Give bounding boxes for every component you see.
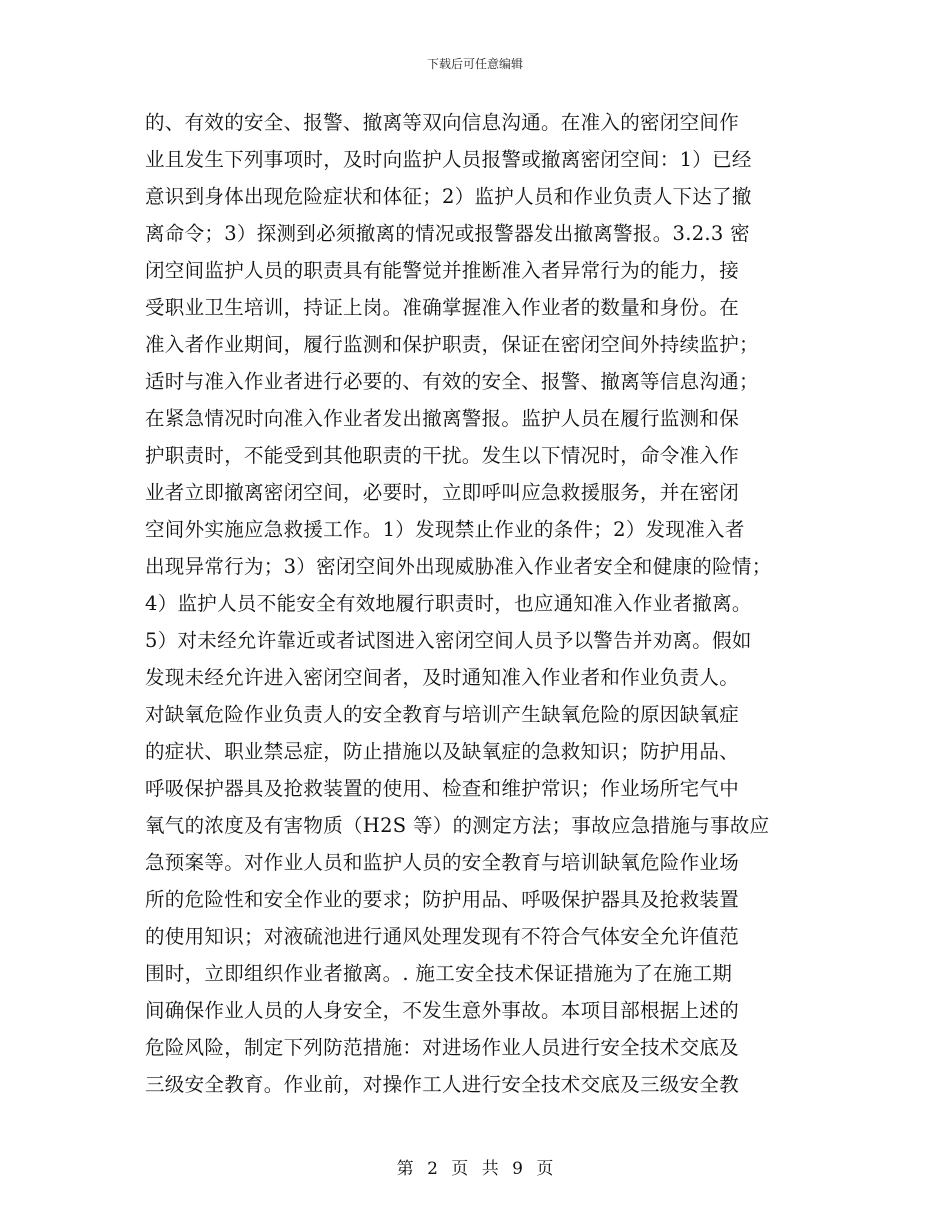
text-line: 氧气的浓度及有害物质（H2S 等）的测定方法；事故应急措施与事故应 bbox=[145, 814, 770, 837]
text-line: 危险风险，制定下列防范措施：对进场作业人员进行安全技术交底及 bbox=[145, 1036, 740, 1059]
text-line: 的症状、职业禁忌症，防止措施以及缺氧症的急救知识；防护用品、 bbox=[145, 740, 740, 763]
text-line: 三级安全教育。作业前，对操作工人进行安全技术交底及三级安全教 bbox=[145, 1073, 740, 1096]
text-line: 对缺氧危险作业负责人的安全教育与培训产生缺氧危险的原因缺氧症 bbox=[145, 703, 740, 726]
text-line: 所的危险性和安全作业的要求；防护用品、呼吸保护器具及抢救装置 bbox=[145, 888, 740, 911]
text-line: 出现异常行为；3）密闭空间外出现威胁准入作业者安全和健康的险情； bbox=[145, 555, 772, 578]
text-line: 在紧急情况时向准入作业者发出撤离警报。监护人员在履行监测和保 bbox=[145, 407, 740, 430]
text-line: 闭空间监护人员的职责具有能警觉并推断准入者异常行为的能力，接 bbox=[145, 259, 740, 282]
text-line: 意识到身体出现危险症状和体征；2）监护人员和作业负责人下达了撤 bbox=[145, 185, 752, 208]
text-line: 业且发生下列事项时，及时向监护人员报警或撤离密闭空间：1）已经 bbox=[145, 148, 752, 171]
text-line: 业者立即撤离密闭空间，必要时，立即呼叫应急救援服务，并在密闭 bbox=[145, 481, 740, 504]
text-line: 间确保作业人员的人身安全，不发生意外事故。本项目部根据上述的 bbox=[145, 999, 740, 1022]
text-line: 的使用知识；对液硫池进行通风处理发现有不符合气体安全允许值范 bbox=[145, 925, 740, 948]
body-text bbox=[145, 104, 815, 1103]
total-page-count: 9 bbox=[512, 1159, 523, 1179]
text-line: 5）对未经允许靠近或者试图进入密闭空间人员予以警告并劝离。假如 bbox=[145, 629, 752, 652]
page-footer bbox=[0, 1154, 950, 1179]
text-line: 护职责时，不能受到其他职责的干扰。发生以下情况时，命令准入作 bbox=[145, 444, 740, 467]
text-line: 空间外实施应急救援工作。1）发现禁止作业的条件；2）发现准入者 bbox=[145, 518, 745, 541]
text-line: 适时与准入作业者进行必要的、有效的安全、报警、撤离等信息沟通； bbox=[145, 370, 759, 393]
footer-suffix: 页 bbox=[536, 1159, 554, 1179]
text-line: 准入者作业期间，履行监测和保护职责，保证在密闭空间外持续监护； bbox=[145, 333, 759, 356]
text-line: 急预案等。对作业人员和监护人员的安全教育与培训缺氧危险作业场 bbox=[145, 851, 740, 874]
footer-page-word: 页 bbox=[451, 1159, 469, 1179]
text-line: 的、有效的安全、报警、撤离等双向信息沟通。在准入的密闭空间作 bbox=[145, 111, 740, 134]
text-line: 离命令；3）探测到必须撤离的情况或报警器发出撤离警报。3.2.3 密 bbox=[145, 222, 750, 245]
text-line: 受职业卫生培训，持证上岗。准确掌握准入作业者的数量和身份。在 bbox=[145, 296, 740, 319]
page-header bbox=[0, 55, 950, 72]
footer-prefix: 第 bbox=[396, 1159, 414, 1179]
header-text: 下载后可任意编辑 bbox=[426, 57, 523, 71]
text-line: 4）监护人员不能安全有效地履行职责时，也应通知准入作业者撤离。 bbox=[145, 592, 752, 615]
current-page-number: 2 bbox=[427, 1159, 438, 1179]
text-line: 发现未经允许进入密闭空间者，及时通知准入作业者和作业负责人。 bbox=[145, 666, 740, 689]
footer-of-word: 共 bbox=[481, 1159, 499, 1179]
text-line: 围时，立即组织作业者撤离。. 施工安全技术保证措施为了在施工期 bbox=[145, 962, 733, 985]
text-line: 呼吸保护器具及抢救装置的使用、检查和维护常识；作业场所宅气中 bbox=[145, 777, 740, 800]
